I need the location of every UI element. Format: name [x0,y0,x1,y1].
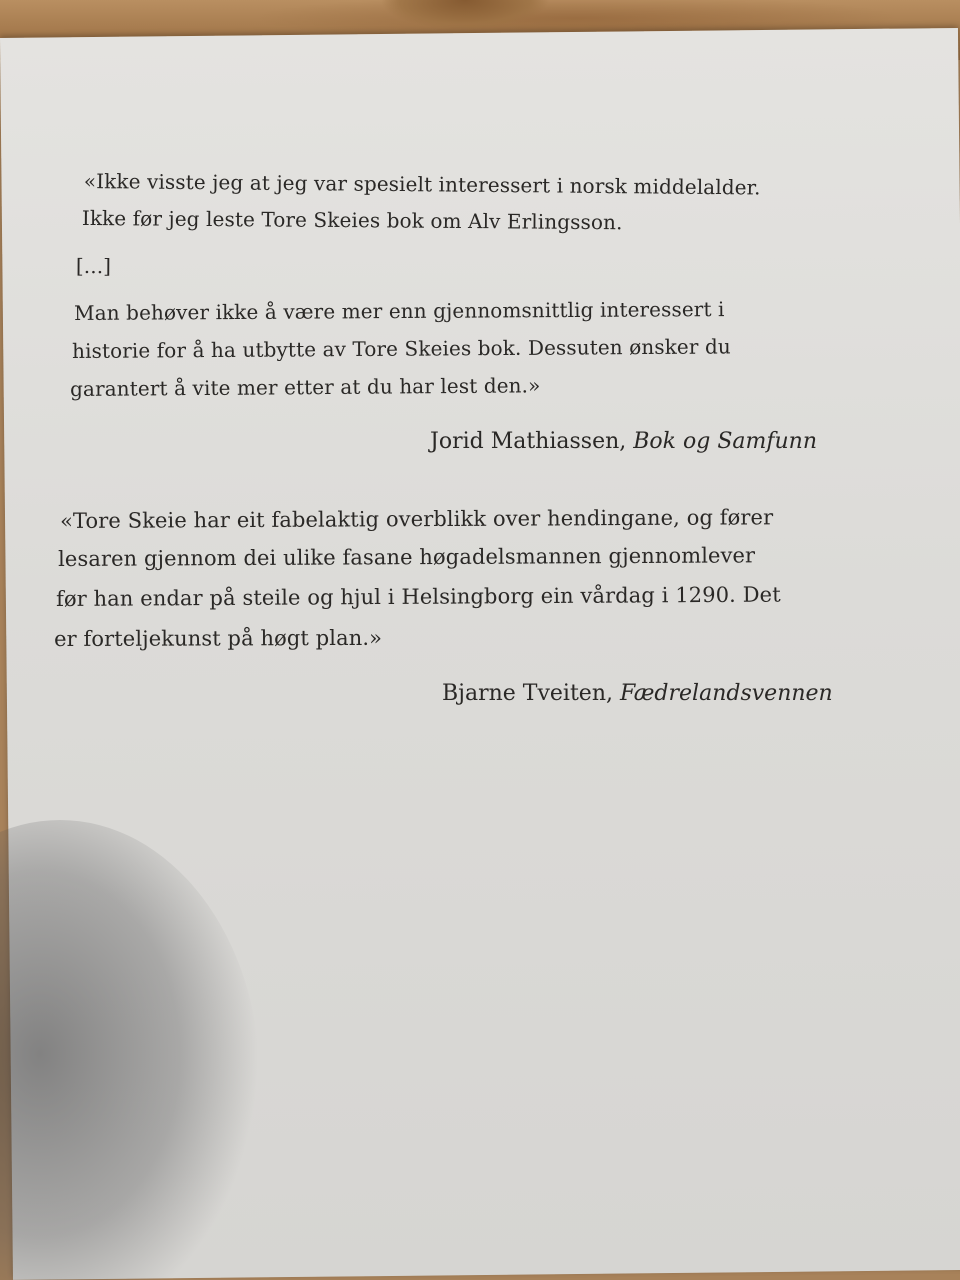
quote1-author: Jorid Mathiassen, [430,429,627,454]
quote1-ellipsis: [...] [75,253,112,279]
quote1-line-1: «Ikke visste jeg at jeg var spesielt interessert i norsk middelalder. [83,168,761,200]
quote2-line-3: før han endar på steile og hjul i Helsingborg ein vårdag i 1290. Det [56,582,781,611]
quote1-source: Bok og Samfunn [633,429,818,454]
quote2-line-1: «Tore Skeie har eit fabelaktig overblikk over hendingane, og fører [60,505,774,533]
quote2-line-2: lesaren gjennom dei ulike fasane høgadelsmannen gjennomlever [58,543,756,571]
quote1-line-4: historie for å ha utbytte av Tore Skeies bok. Dessuten ønsker du [72,334,731,363]
quote1-line-5: garantert å vite mer etter at du har lest den.» [70,373,541,401]
quote2-author: Bjarne Tveiten, [442,681,613,706]
quote2-source: Fædrelandsvennen [619,681,833,706]
quote1-attribution [430,428,817,456]
quote1-line-2: Ikke før jeg leste Tore Skeies bok om Alv Erlingsson. [81,205,623,235]
quote2-attribution [442,680,833,708]
quote2-line-4: er forteljekunst på høgt plan.» [54,625,383,651]
quote1-line-3: Man behøver ikke å være mer enn gjennomsnittlig interessert i [74,297,725,325]
